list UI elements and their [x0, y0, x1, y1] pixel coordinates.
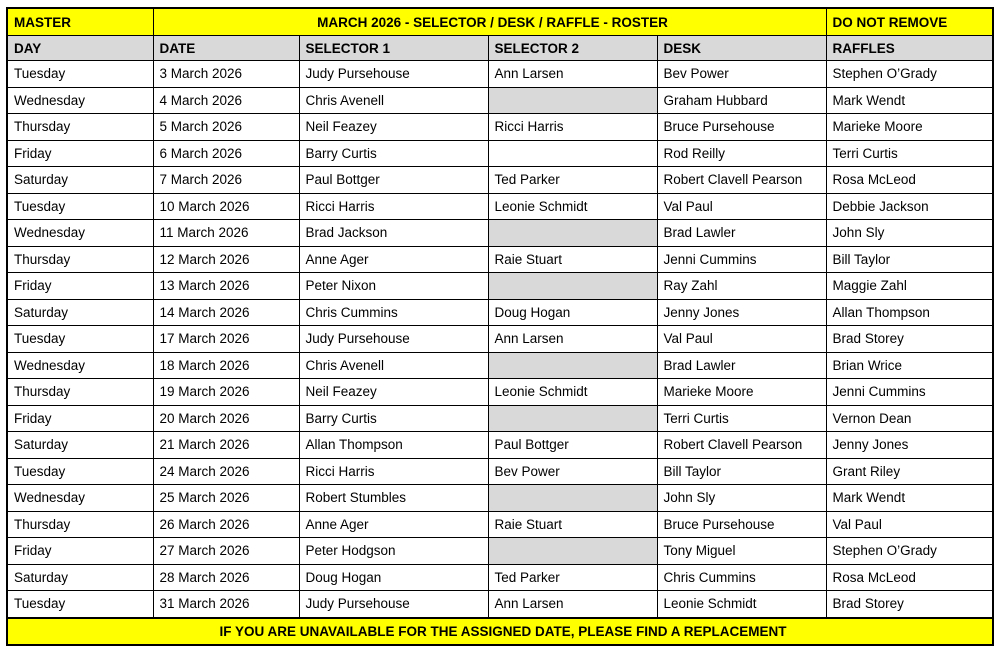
cell-desk: Leonie Schmidt — [657, 591, 826, 618]
table-row — [7, 193, 993, 220]
cell-selector-1: Judy Pursehouse — [299, 61, 488, 88]
cell-day: Tuesday — [7, 61, 153, 88]
cell-desk: Chris Cummins — [657, 564, 826, 591]
cell-raffles: Debbie Jackson — [826, 193, 993, 220]
cell-day: Thursday — [7, 379, 153, 406]
cell-date: 10 March 2026 — [153, 193, 299, 220]
table-row — [7, 379, 993, 406]
footer-notice: IF YOU ARE UNAVAILABLE FOR THE ASSIGNED DATE, PLEASE FIND A REPLACEMENT — [7, 618, 993, 645]
table-row — [7, 140, 993, 167]
cell-day: Tuesday — [7, 458, 153, 485]
cell-date: 26 March 2026 — [153, 511, 299, 538]
table-row — [7, 167, 993, 194]
cell-date: 28 March 2026 — [153, 564, 299, 591]
cell-raffles: Stephen O’Grady — [826, 61, 993, 88]
cell-selector-2: Ricci Harris — [488, 114, 657, 141]
cell-desk: Brad Lawler — [657, 220, 826, 247]
cell-selector-1: Neil Feazey — [299, 379, 488, 406]
column-header-desk: DESK — [657, 36, 826, 61]
cell-selector-1: Ricci Harris — [299, 458, 488, 485]
cell-selector-1: Peter Nixon — [299, 273, 488, 300]
cell-raffles: Jenni Cummins — [826, 379, 993, 406]
column-header-row — [7, 36, 993, 61]
cell-selector-1: Anne Ager — [299, 246, 488, 273]
table-row — [7, 61, 993, 88]
cell-selector-1: Chris Avenell — [299, 352, 488, 379]
cell-desk: Tony Miguel — [657, 538, 826, 565]
cell-selector-1: Barry Curtis — [299, 140, 488, 167]
cell-desk: Ray Zahl — [657, 273, 826, 300]
cell-desk: Robert Clavell Pearson — [657, 167, 826, 194]
cell-desk: Marieke Moore — [657, 379, 826, 406]
cell-selector-2: Ann Larsen — [488, 326, 657, 353]
cell-day: Wednesday — [7, 87, 153, 114]
cell-selector-2 — [488, 87, 657, 114]
cell-desk: Jenni Cummins — [657, 246, 826, 273]
cell-day: Tuesday — [7, 193, 153, 220]
cell-selector-2: Ann Larsen — [488, 61, 657, 88]
cell-selector-1: Chris Cummins — [299, 299, 488, 326]
cell-day: Friday — [7, 538, 153, 565]
cell-desk: Rod Reilly — [657, 140, 826, 167]
cell-selector-2: Raie Stuart — [488, 511, 657, 538]
cell-raffles: Marieke Moore — [826, 114, 993, 141]
column-header-raffles: RAFFLES — [826, 36, 993, 61]
footer-row — [7, 618, 993, 645]
title-bar — [7, 8, 993, 36]
roster-table — [6, 7, 994, 646]
cell-desk: Brad Lawler — [657, 352, 826, 379]
cell-day: Saturday — [7, 432, 153, 459]
cell-selector-2 — [488, 273, 657, 300]
cell-desk: Jenny Jones — [657, 299, 826, 326]
cell-raffles: Mark Wendt — [826, 485, 993, 512]
cell-date: 18 March 2026 — [153, 352, 299, 379]
cell-desk: John Sly — [657, 485, 826, 512]
cell-day: Friday — [7, 140, 153, 167]
cell-day: Thursday — [7, 246, 153, 273]
table-row — [7, 485, 993, 512]
cell-selector-1: Peter Hodgson — [299, 538, 488, 565]
cell-selector-2: Ted Parker — [488, 564, 657, 591]
table-row — [7, 591, 993, 618]
cell-selector-1: Doug Hogan — [299, 564, 488, 591]
cell-selector-1: Paul Bottger — [299, 167, 488, 194]
cell-raffles: Rosa McLeod — [826, 564, 993, 591]
table-row — [7, 458, 993, 485]
cell-selector-1: Barry Curtis — [299, 405, 488, 432]
table-row — [7, 511, 993, 538]
cell-date: 14 March 2026 — [153, 299, 299, 326]
cell-day: Friday — [7, 405, 153, 432]
table-row — [7, 564, 993, 591]
cell-raffles: Mark Wendt — [826, 87, 993, 114]
cell-day: Wednesday — [7, 220, 153, 247]
cell-selector-2: Leonie Schmidt — [488, 379, 657, 406]
cell-day: Tuesday — [7, 591, 153, 618]
table-row — [7, 538, 993, 565]
cell-date: 4 March 2026 — [153, 87, 299, 114]
cell-day: Saturday — [7, 167, 153, 194]
cell-desk: Bev Power — [657, 61, 826, 88]
cell-selector-2: Raie Stuart — [488, 246, 657, 273]
cell-day: Thursday — [7, 114, 153, 141]
cell-desk: Val Paul — [657, 193, 826, 220]
cell-selector-1: Ricci Harris — [299, 193, 488, 220]
roster-title: MARCH 2026 - SELECTOR / DESK / RAFFLE - ROSTER — [153, 8, 826, 36]
cell-selector-1: Brad Jackson — [299, 220, 488, 247]
cell-date: 24 March 2026 — [153, 458, 299, 485]
table-row — [7, 246, 993, 273]
cell-selector-1: Judy Pursehouse — [299, 591, 488, 618]
cell-selector-2: Doug Hogan — [488, 299, 657, 326]
cell-raffles: Brad Storey — [826, 326, 993, 353]
cell-selector-2: Bev Power — [488, 458, 657, 485]
cell-day: Saturday — [7, 299, 153, 326]
cell-date: 27 March 2026 — [153, 538, 299, 565]
cell-raffles: Vernon Dean — [826, 405, 993, 432]
table-row — [7, 87, 993, 114]
table-row — [7, 114, 993, 141]
cell-day: Friday — [7, 273, 153, 300]
roster-body — [7, 61, 993, 618]
cell-date: 3 March 2026 — [153, 61, 299, 88]
cell-raffles: Allan Thompson — [826, 299, 993, 326]
cell-selector-2 — [488, 352, 657, 379]
cell-selector-1: Chris Avenell — [299, 87, 488, 114]
column-header-day: DAY — [7, 36, 153, 61]
title-do-not-remove: DO NOT REMOVE — [826, 8, 993, 36]
cell-date: 19 March 2026 — [153, 379, 299, 406]
cell-desk: Graham Hubbard — [657, 87, 826, 114]
cell-desk: Bruce Pursehouse — [657, 511, 826, 538]
cell-raffles: Brad Storey — [826, 591, 993, 618]
cell-date: 11 March 2026 — [153, 220, 299, 247]
cell-desk: Robert Clavell Pearson — [657, 432, 826, 459]
cell-day: Wednesday — [7, 352, 153, 379]
cell-selector-2 — [488, 220, 657, 247]
cell-date: 6 March 2026 — [153, 140, 299, 167]
title-master: MASTER — [7, 8, 153, 36]
column-header-selector-2: SELECTOR 2 — [488, 36, 657, 61]
cell-desk: Bruce Pursehouse — [657, 114, 826, 141]
cell-date: 20 March 2026 — [153, 405, 299, 432]
cell-selector-2 — [488, 538, 657, 565]
cell-raffles: Jenny Jones — [826, 432, 993, 459]
cell-raffles: Rosa McLeod — [826, 167, 993, 194]
cell-selector-2 — [488, 485, 657, 512]
cell-date: 31 March 2026 — [153, 591, 299, 618]
cell-selector-1: Judy Pursehouse — [299, 326, 488, 353]
cell-desk: Val Paul — [657, 326, 826, 353]
cell-selector-2: Leonie Schmidt — [488, 193, 657, 220]
cell-desk: Bill Taylor — [657, 458, 826, 485]
cell-selector-2: Ann Larsen — [488, 591, 657, 618]
cell-date: 5 March 2026 — [153, 114, 299, 141]
cell-day: Tuesday — [7, 326, 153, 353]
cell-selector-2 — [488, 140, 657, 167]
column-header-selector-1: SELECTOR 1 — [299, 36, 488, 61]
cell-raffles: Brian Wrice — [826, 352, 993, 379]
cell-selector-1: Neil Feazey — [299, 114, 488, 141]
table-row — [7, 405, 993, 432]
column-header-date: DATE — [153, 36, 299, 61]
cell-day: Thursday — [7, 511, 153, 538]
cell-raffles: Bill Taylor — [826, 246, 993, 273]
cell-selector-1: Allan Thompson — [299, 432, 488, 459]
table-row — [7, 326, 993, 353]
table-row — [7, 273, 993, 300]
cell-day: Wednesday — [7, 485, 153, 512]
table-row — [7, 352, 993, 379]
cell-raffles: Stephen O’Grady — [826, 538, 993, 565]
cell-selector-2: Paul Bottger — [488, 432, 657, 459]
cell-raffles: Grant Riley — [826, 458, 993, 485]
table-row — [7, 432, 993, 459]
cell-raffles: Maggie Zahl — [826, 273, 993, 300]
cell-date: 17 March 2026 — [153, 326, 299, 353]
table-row — [7, 299, 993, 326]
cell-raffles: Terri Curtis — [826, 140, 993, 167]
cell-raffles: Val Paul — [826, 511, 993, 538]
cell-date: 7 March 2026 — [153, 167, 299, 194]
cell-selector-2: Ted Parker — [488, 167, 657, 194]
cell-date: 13 March 2026 — [153, 273, 299, 300]
cell-selector-2 — [488, 405, 657, 432]
cell-selector-1: Robert Stumbles — [299, 485, 488, 512]
table-row — [7, 220, 993, 247]
cell-selector-1: Anne Ager — [299, 511, 488, 538]
cell-date: 21 March 2026 — [153, 432, 299, 459]
cell-day: Saturday — [7, 564, 153, 591]
cell-date: 12 March 2026 — [153, 246, 299, 273]
cell-raffles: John Sly — [826, 220, 993, 247]
cell-desk: Terri Curtis — [657, 405, 826, 432]
cell-date: 25 March 2026 — [153, 485, 299, 512]
